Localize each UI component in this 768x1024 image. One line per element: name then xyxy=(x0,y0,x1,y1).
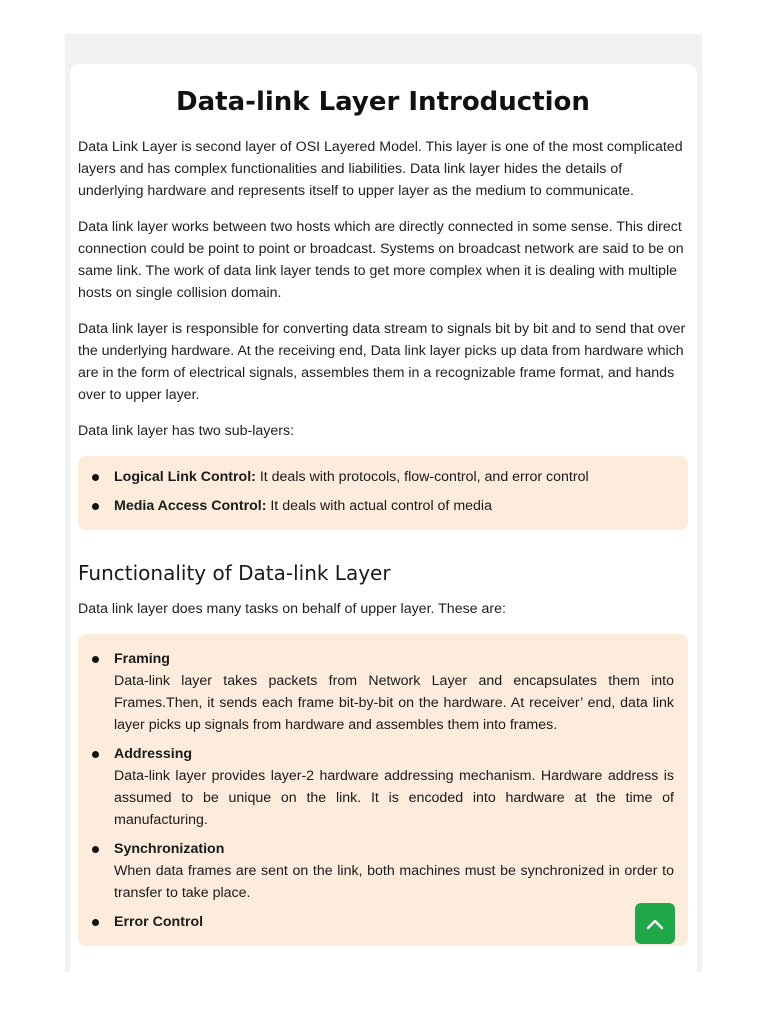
function-term: Error Control xyxy=(114,914,204,930)
function-term: Framing xyxy=(114,651,170,667)
intro-paragraph: Data Link Layer is second layer of OSI Layered Model. This layer is one of the most complicated layers and has complex functionalities and liabilities. Data link layer hides the details of underlying hardware and represents itself to upper layer as the medium to communicate. xyxy=(78,139,683,199)
bullet-icon xyxy=(92,474,99,481)
article-content xyxy=(78,84,688,972)
intro-paragraph: Data link layer is responsible for converting data stream to signals bit by bit and to send that over the underlying hardware. At the receiving end, Data link layer picks up data from hardware which are in the form of electrical signals, assembles them in a recognizable frame format, and hands over to upper layer. xyxy=(78,321,686,403)
functionality-box xyxy=(78,634,688,946)
function-description: Data-link layer provides layer-2 hardware addressing mechanism. Hardware address is assumed to be unique on the link. It is encoded into hardware at the time of manufacturing. xyxy=(114,768,674,828)
function-description: Data-link layer takes packets from Network Layer and encapsulates them into Frames.Then, it sends each frame bit-by-bit on the hardware. At receiver’ end, data link layer picks up signals from hardware and assembles them into frames. xyxy=(114,673,674,733)
sublayer-term: Logical Link Control: xyxy=(114,469,256,485)
section-heading: Functionality of Data-link Layer xyxy=(78,561,391,585)
page-title: Data-link Layer Introduction xyxy=(176,87,590,117)
bullet-icon xyxy=(92,846,99,853)
function-description: When data frames are sent on the link, both machines must be synchronized in order to transfer to take place. xyxy=(114,863,674,901)
article-card xyxy=(70,64,697,972)
scroll-to-top-button[interactable] xyxy=(635,903,675,944)
list-item xyxy=(92,743,674,831)
functionality-list xyxy=(92,648,674,933)
chevron-up-icon xyxy=(646,918,664,930)
bullet-icon xyxy=(92,503,99,510)
sublayer-text: It deals with protocols, flow-control, and error control xyxy=(255,469,589,485)
sublayers-intro: Data link layer has two sub-layers: xyxy=(78,423,295,439)
sublayer-term: Media Access Control: xyxy=(114,498,267,514)
list-item xyxy=(92,911,674,933)
list-item xyxy=(92,466,674,488)
list-item xyxy=(92,495,674,517)
sublayer-text: It deals with actual control of media xyxy=(266,498,492,514)
page-frame xyxy=(65,34,702,972)
function-term: Synchronization xyxy=(114,841,225,857)
list-item xyxy=(92,648,674,736)
bullet-icon xyxy=(92,751,99,758)
bullet-icon xyxy=(92,656,99,663)
sublayers-box xyxy=(78,456,688,530)
bullet-icon xyxy=(92,919,99,926)
section-intro: Data link layer does many tasks on behalf of upper layer. These are: xyxy=(78,601,506,617)
intro-paragraph: Data link layer works between two hosts which are directly connected in some sense. This direct connection could be point to point or broadcast. Systems on broadcast network are said to be on same link. The work of data link layer tends to get more complex when it is dealing with multiple hosts on single collision domain. xyxy=(78,219,684,301)
list-item xyxy=(92,838,674,904)
sublayers-list xyxy=(92,466,674,517)
function-term: Addressing xyxy=(114,746,193,762)
